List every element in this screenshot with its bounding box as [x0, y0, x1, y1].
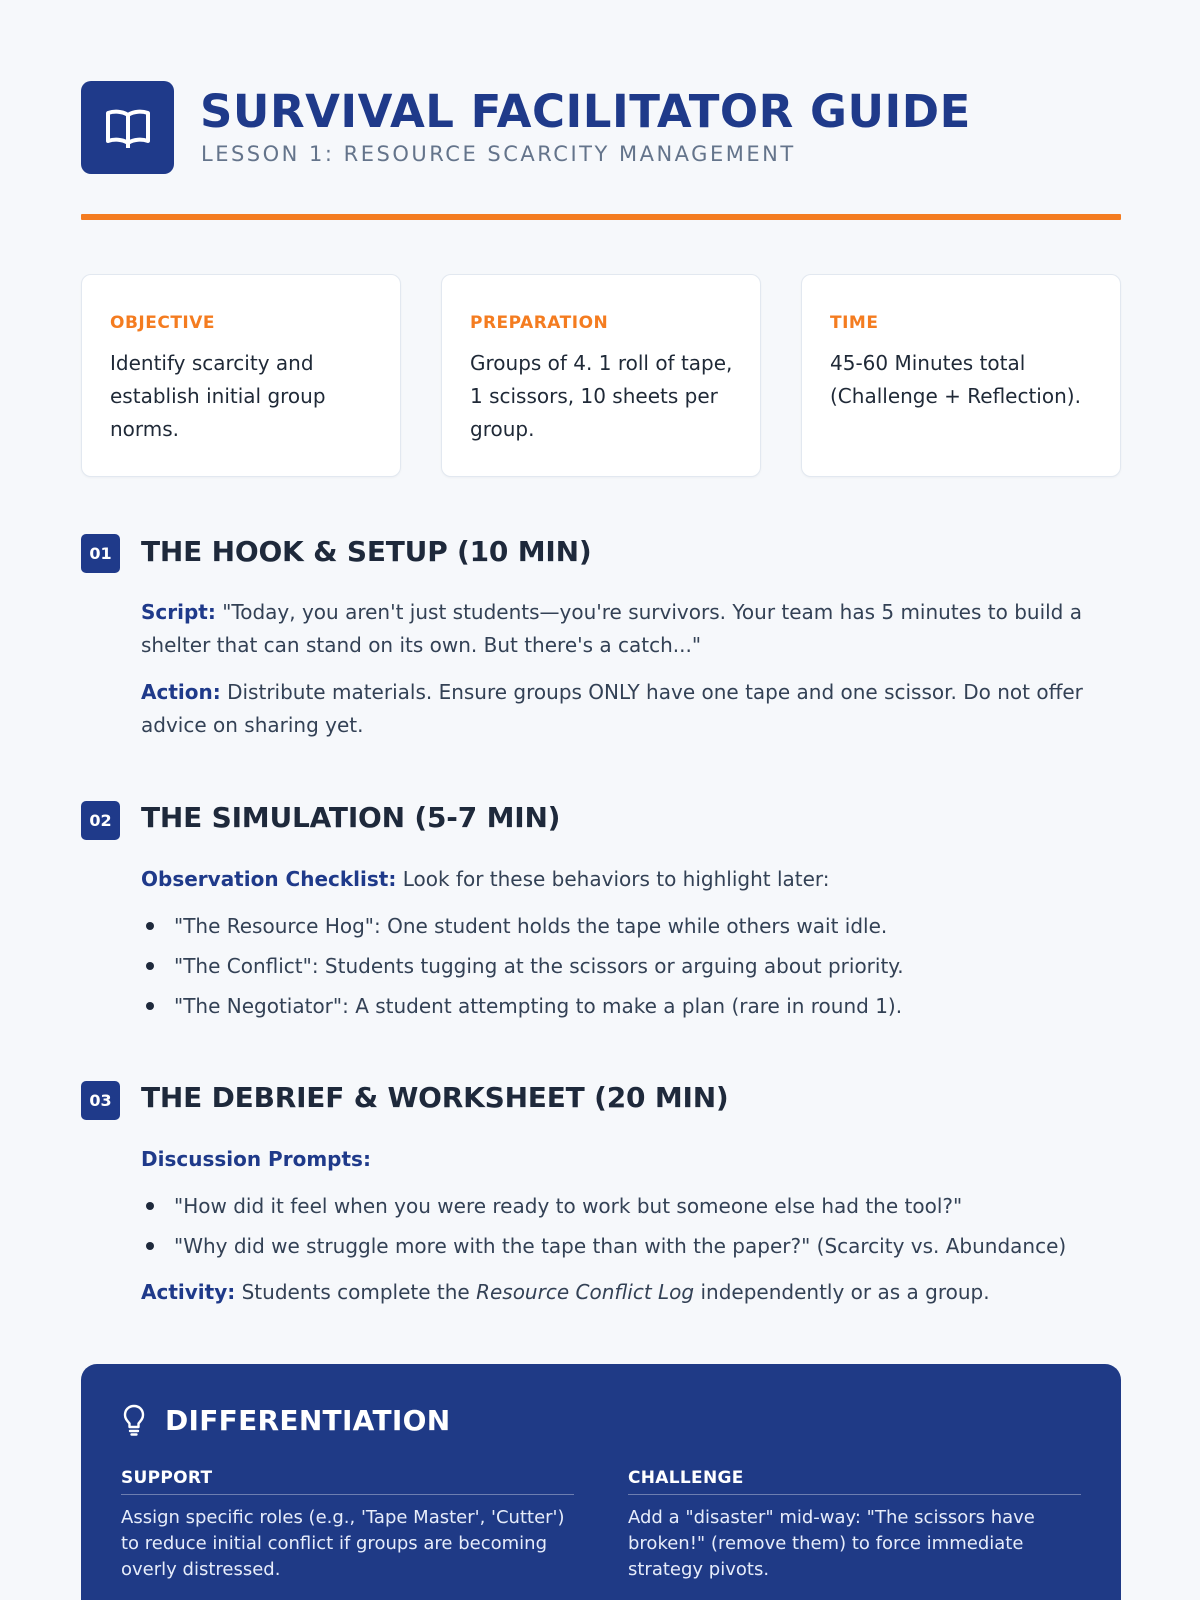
activity-paragraph: [141, 1276, 1121, 1309]
support-text: Assign specific roles (e.g., 'Tape Master', 'Cutter') to reduce initial conflict if groups are becoming overly distressed.: [121, 1507, 565, 1580]
section-title: THE DEBRIEF & WORKSHEET (20 MIN): [141, 1081, 729, 1114]
list-item: [146, 953, 1126, 979]
activity-label: Activity:: [141, 1280, 236, 1304]
card-text: 45-60 Minutes total (Challenge + Reflection).: [830, 351, 1081, 408]
action-text: Distribute materials. Ensure groups ONLY have one tape and one scissor. Do not offer advice on sharing yet.: [141, 680, 1083, 737]
bullet-dot: [146, 922, 154, 930]
prompts-label: Discussion Prompts:: [141, 1147, 371, 1171]
list-item: [146, 1233, 1126, 1259]
worksheet-title: Resource Conflict Log: [476, 1280, 695, 1304]
section-title: THE SIMULATION (5-7 MIN): [141, 801, 561, 834]
script-text: "Today, you aren't just students—you're survivors. Your team has 5 minutes to build a shelter that can stand on its own. But there's a catch...": [141, 600, 1082, 657]
page-subtitle: LESSON 1: RESOURCE SCARCITY MANAGEMENT: [201, 142, 796, 166]
list-item: [146, 913, 1126, 939]
card-text: Groups of 4. 1 roll of tape, 1 scissors, 10 sheets per group.: [470, 351, 733, 441]
checklist-text: Look for these behaviors to highlight later:: [402, 867, 830, 891]
bullet-dot: [146, 1242, 154, 1250]
script-label: Script:: [141, 600, 216, 624]
activity-text: Students complete the: [241, 1280, 470, 1304]
bullet-dot: [146, 1202, 154, 1210]
section-title: THE HOOK & SETUP (10 MIN): [141, 535, 592, 568]
preparation-card: [441, 274, 761, 477]
prompts-paragraph: [141, 1143, 1121, 1176]
objective-card: [81, 274, 401, 477]
checklist-paragraph: [141, 863, 1121, 896]
bullet-dot: [146, 1002, 154, 1010]
action-label: Action:: [141, 680, 221, 704]
support-label: SUPPORT: [121, 1468, 574, 1495]
card-label: PREPARATION: [470, 313, 609, 333]
card-label: OBJECTIVE: [110, 313, 216, 333]
list-item-text: "Why did we struggle more with the tape than with the paper?" (Scarcity vs. Abundance): [174, 1234, 1067, 1258]
list-item-text: "The Resource Hog": One student holds the tape while others wait idle.: [174, 914, 888, 938]
time-card: [801, 274, 1121, 477]
logo-badge: [81, 81, 174, 174]
list-item: [146, 993, 1126, 1019]
challenge-label: CHALLENGE: [628, 1468, 1081, 1495]
script-paragraph: [141, 596, 1121, 662]
support-column: [121, 1468, 574, 1583]
open-book-icon: [103, 105, 153, 151]
list-item-text: "The Negotiator": A student attempting to make a plan (rare in round 1).: [174, 994, 903, 1018]
list-item-text: "The Conflict": Students tugging at the scissors or arguing about priority.: [174, 954, 904, 978]
card-label: TIME: [830, 313, 879, 333]
section-number-badge: 03: [81, 1081, 120, 1120]
differentiation-header: [121, 1400, 450, 1440]
differentiation-panel: [81, 1364, 1121, 1600]
page-header: [81, 81, 1121, 175]
list-item-text: "How did it feel when you were ready to work but someone else had the tool?": [174, 1194, 963, 1218]
bullet-dot: [146, 962, 154, 970]
section-number-badge: 01: [81, 534, 120, 573]
card-text: Identify scarcity and establish initial group norms.: [110, 351, 326, 441]
differentiation-title: DIFFERENTIATION: [165, 1403, 451, 1437]
checklist-label: Observation Checklist:: [141, 867, 397, 891]
activity-text-end: independently or as a group.: [700, 1280, 990, 1304]
header-divider: [81, 214, 1121, 220]
challenge-text: Add a "disaster" mid-way: "The scissors have broken!" (remove them) to force immediate strategy pivots.: [628, 1507, 1035, 1580]
lightbulb-icon: [121, 1403, 147, 1437]
section-number-badge: 02: [81, 801, 120, 840]
action-paragraph: [141, 676, 1121, 742]
list-item: [146, 1193, 1126, 1219]
challenge-column: [628, 1468, 1081, 1583]
page-title: SURVIVAL FACILITATOR GUIDE: [200, 85, 971, 138]
